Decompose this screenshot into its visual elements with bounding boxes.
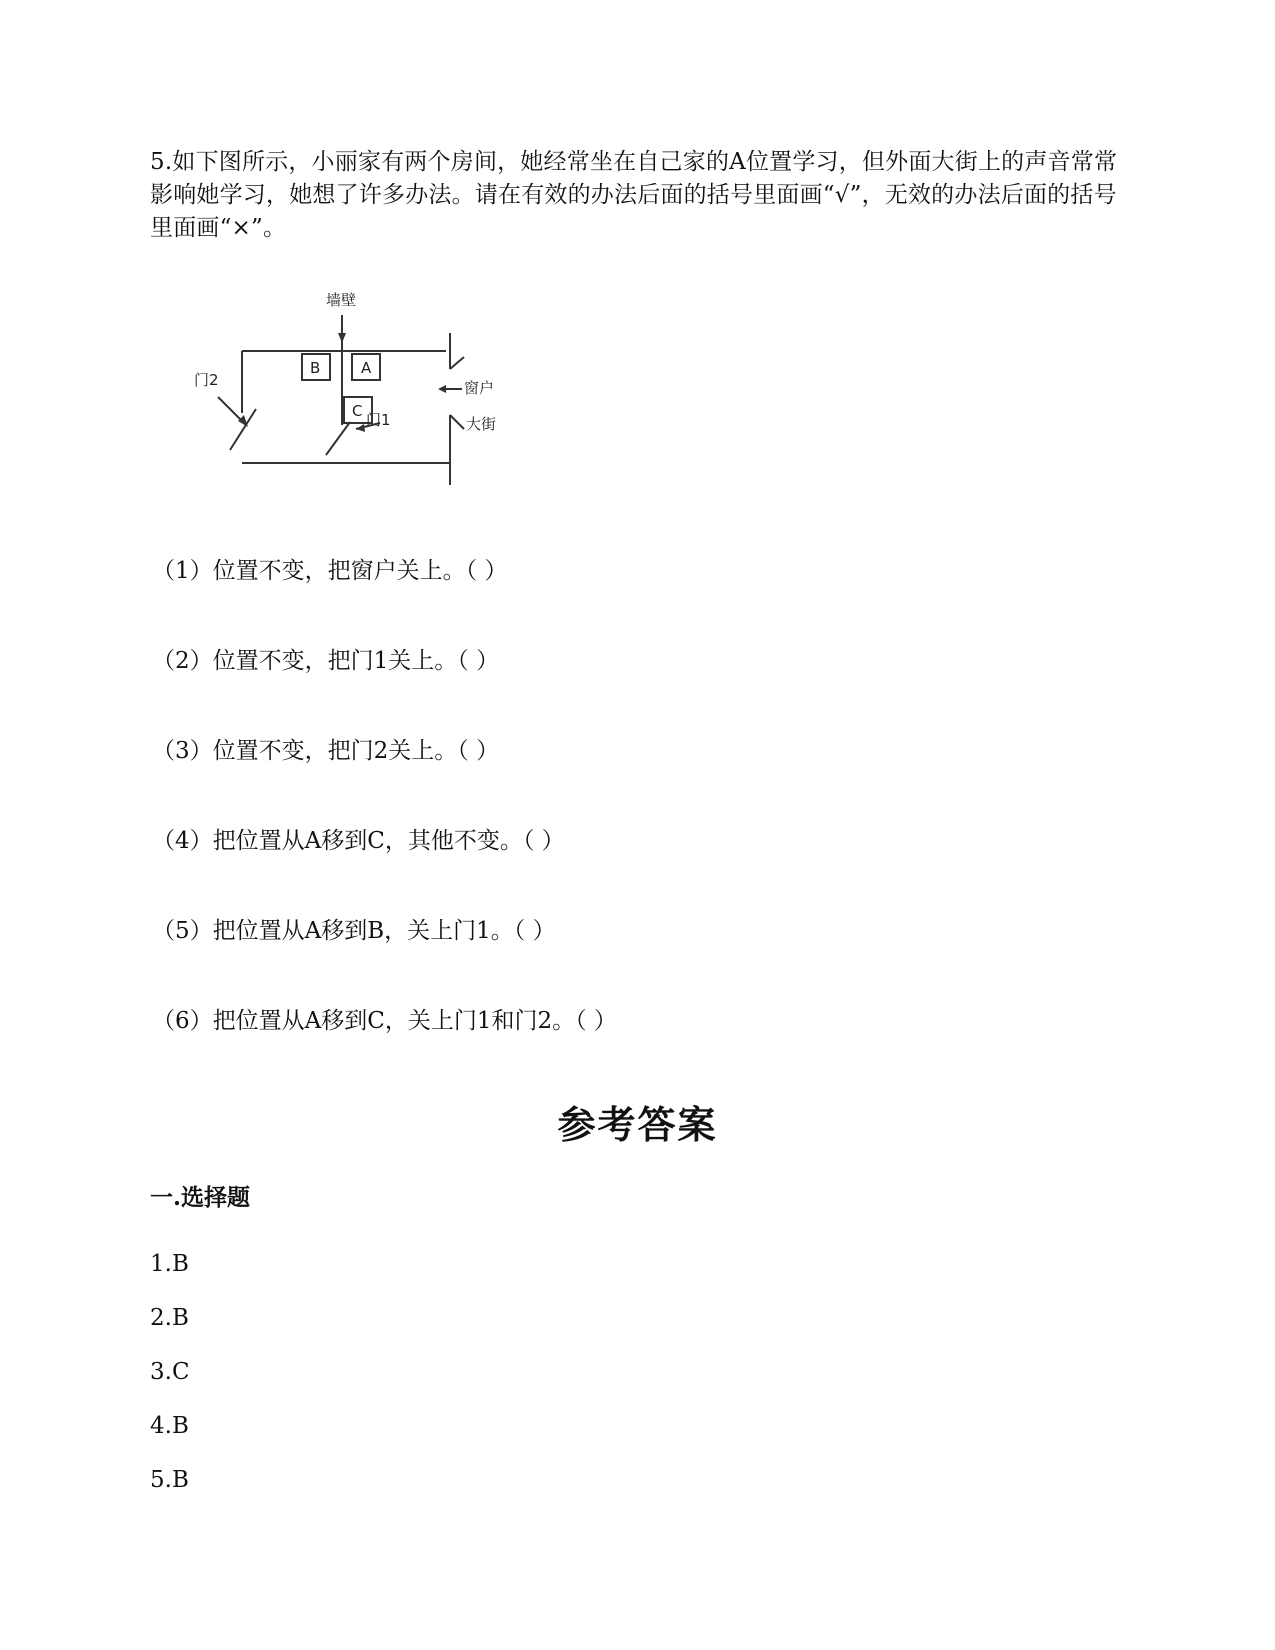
answer-item-1: 1.B <box>150 1251 189 1277</box>
window-label: 窗户 <box>464 379 495 397</box>
question-item-6: （6）把位置从A移到C，关上门1和门2。（ ） <box>152 1008 617 1034</box>
question-item-3: （3）位置不变，把门2关上。（ ） <box>152 738 500 764</box>
position-b-label: B <box>310 359 321 377</box>
answer-item-2: 2.B <box>150 1305 189 1331</box>
answer-item-4: 4.B <box>150 1413 189 1439</box>
question-item-1: （1）位置不变，把窗户关上。（ ） <box>152 558 508 584</box>
question-text: 5.如下图所示，小丽家有两个房间，她经常坐在自己家的A位置学习，但外面大街上的声音常常影响她学习，她想了许多办法。请在有效的办法后面的括号里面画“√”，无效的办法后面的括号里面画“×”。 <box>150 149 1118 241</box>
window-lower-flap <box>450 415 464 429</box>
window-upper-flap <box>450 357 464 369</box>
section-title: 一.选择题 <box>150 1184 251 1211</box>
position-a-label: A <box>361 359 372 377</box>
answer-item-5: 5.B <box>150 1467 189 1493</box>
door2-arrow-head <box>238 415 248 427</box>
door1-line <box>326 422 350 455</box>
wall-label: 墙壁 <box>326 291 357 309</box>
question-item-2: （2）位置不变，把门1关上。（ ） <box>152 648 500 674</box>
door2-line <box>230 409 256 450</box>
door1-label: 门1 <box>366 411 391 429</box>
room-diagram <box>170 285 510 485</box>
position-c-label: C <box>352 402 363 420</box>
window-arrow-head <box>438 385 446 393</box>
wall-arrow-head <box>338 333 346 343</box>
question-item-4: （4）把位置从A移到C，其他不变。（ ） <box>152 828 565 854</box>
street-label: 大街 <box>466 415 497 433</box>
question-item-5: （5）把位置从A移到B，关上门1。（ ） <box>152 918 556 944</box>
answer-title: 参考答案 <box>557 1102 718 1147</box>
answer-item-3: 3.C <box>150 1359 190 1385</box>
door2-label: 门2 <box>194 371 219 389</box>
